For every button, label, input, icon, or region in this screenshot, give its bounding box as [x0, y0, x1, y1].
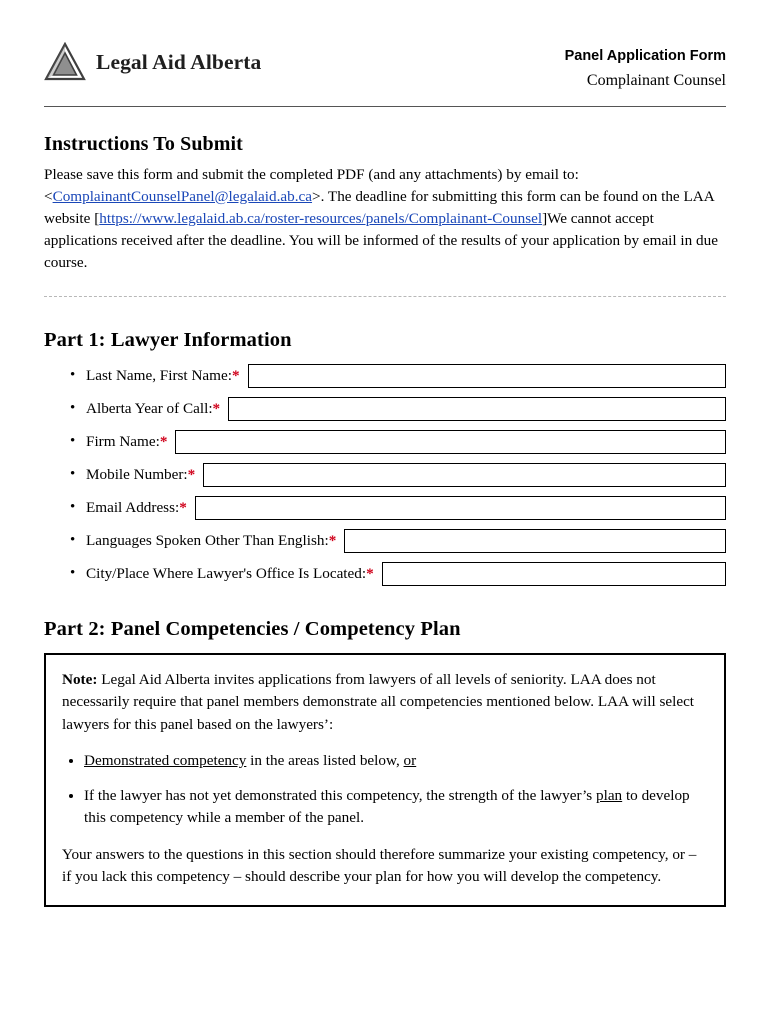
instructions-text-after-website: ]We cannot accept applications received after the deadline. You will be informed of the results of your application by email in due course.	[44, 209, 718, 271]
field-row-last-first-name	[44, 364, 726, 388]
page-content	[44, 30, 726, 947]
required-marker: *	[212, 399, 221, 417]
document-header	[44, 30, 726, 100]
note-bullet-demonstrated-competency	[84, 750, 708, 773]
required-marker: *	[187, 465, 196, 483]
bullet-icon: •	[70, 499, 76, 516]
header-title-block	[565, 30, 726, 94]
page-bottom-space	[44, 907, 726, 947]
field-row-office-city	[44, 562, 726, 586]
bullet-icon: •	[70, 532, 76, 549]
year-of-call-input[interactable]	[228, 397, 726, 421]
field-row-languages	[44, 529, 726, 553]
office-city-input[interactable]	[382, 562, 726, 586]
mobile-number-input[interactable]	[203, 463, 726, 487]
field-label-firm-name	[86, 433, 175, 451]
note-bullet1-middle: in the areas listed below,	[246, 752, 404, 770]
last-first-name-input[interactable]	[248, 364, 726, 388]
note-bullet1-underline-a: Demonstrated competency	[84, 752, 247, 770]
legal-aid-alberta-triangle-logo-icon	[44, 42, 86, 82]
field-label-text: Last Name, First Name:	[86, 366, 232, 384]
bullet-icon: •	[70, 565, 76, 582]
email-address-input[interactable]	[195, 496, 726, 520]
field-label-text: Email Address:	[86, 498, 180, 516]
required-marker: *	[366, 564, 374, 582]
languages-input[interactable]	[344, 529, 726, 553]
form-subtitle: Complainant Counsel	[586, 71, 726, 89]
required-marker: *	[231, 366, 240, 384]
instructions-paragraph	[44, 164, 726, 274]
field-label-email-address	[86, 499, 195, 517]
note-bullet-competency-plan	[84, 785, 708, 830]
note-closing-paragraph: Your answers to the questions in this section should therefore summarize your existing competency, or – if you lack this competency – should describe your plan for how you will develop the competency.	[62, 845, 697, 886]
required-marker: *	[159, 432, 168, 450]
instructions-text-after-email: >. The deadline for submitting this form can be found on the LAA website [	[44, 187, 714, 227]
part1-fields	[44, 364, 726, 586]
laa-website-link[interactable]: https://www.legalaid.ab.ca/roster-resources/panels/Complainant-Counsel	[99, 209, 543, 227]
part2-note-box	[44, 653, 726, 907]
field-label-languages	[86, 532, 344, 550]
instructions-text-before-email: Please save this form and submit the completed PDF (and any attachments) by email to: <	[44, 165, 579, 205]
field-label-text: Mobile Number:	[86, 465, 188, 483]
bullet-icon: •	[70, 400, 76, 417]
brand-block	[44, 30, 261, 82]
field-label-text: Firm Name:	[86, 432, 160, 450]
part2-heading: Part 2: Panel Competencies / Competency Plan	[44, 617, 461, 640]
note-text: Legal Aid Alberta invites applications from lawyers of all levels of seniority. LAA does not necessarily require that panel members demonstrate all competencies mentioned below. LAA will select lawyers for this panel based on the lawyers’:	[62, 670, 695, 733]
field-row-email-address	[44, 496, 726, 520]
brand-name: Legal Aid Alberta	[96, 49, 262, 74]
firm-name-input[interactable]	[175, 430, 726, 454]
field-label-text: Languages Spoken Other Than English:	[86, 531, 329, 549]
note-bullet1-underline-b: or	[403, 752, 417, 770]
note-bullet2-before: If the lawyer has not yet demonstrated this competency, the strength of the lawyer’s	[84, 786, 596, 804]
field-label-mobile-number	[86, 466, 203, 484]
header-divider	[44, 106, 726, 107]
bullet-icon: •	[70, 433, 76, 450]
part1-heading: Part 1: Lawyer Information	[44, 328, 292, 351]
field-label-year-of-call	[86, 400, 228, 418]
section-divider	[44, 296, 726, 297]
required-marker: *	[328, 531, 337, 549]
note-bullet2-underline: plan	[596, 786, 623, 804]
bullet-icon: •	[70, 367, 76, 384]
field-row-year-of-call	[44, 397, 726, 421]
required-marker: *	[179, 498, 187, 516]
field-row-firm-name	[44, 430, 726, 454]
field-label-office-city	[86, 565, 382, 583]
note-bullet-list	[62, 750, 708, 830]
note-paragraph	[62, 669, 708, 737]
bullet-icon: •	[70, 466, 76, 483]
email-link[interactable]: ComplainantCounselPanel@legalaid.ab.ca	[52, 187, 313, 205]
field-label-text: City/Place Where Lawyer's Office Is Located:	[86, 564, 367, 582]
instructions-heading: Instructions To Submit	[44, 132, 243, 155]
form-title: Panel Application Form	[564, 48, 726, 64]
field-row-mobile-number	[44, 463, 726, 487]
note-bullet2-after: to develop this competency while a member of the panel.	[84, 786, 690, 827]
field-label-text: Alberta Year of Call:	[86, 399, 213, 417]
field-label-last-first-name	[86, 367, 248, 385]
note-label: Note:	[62, 670, 98, 688]
